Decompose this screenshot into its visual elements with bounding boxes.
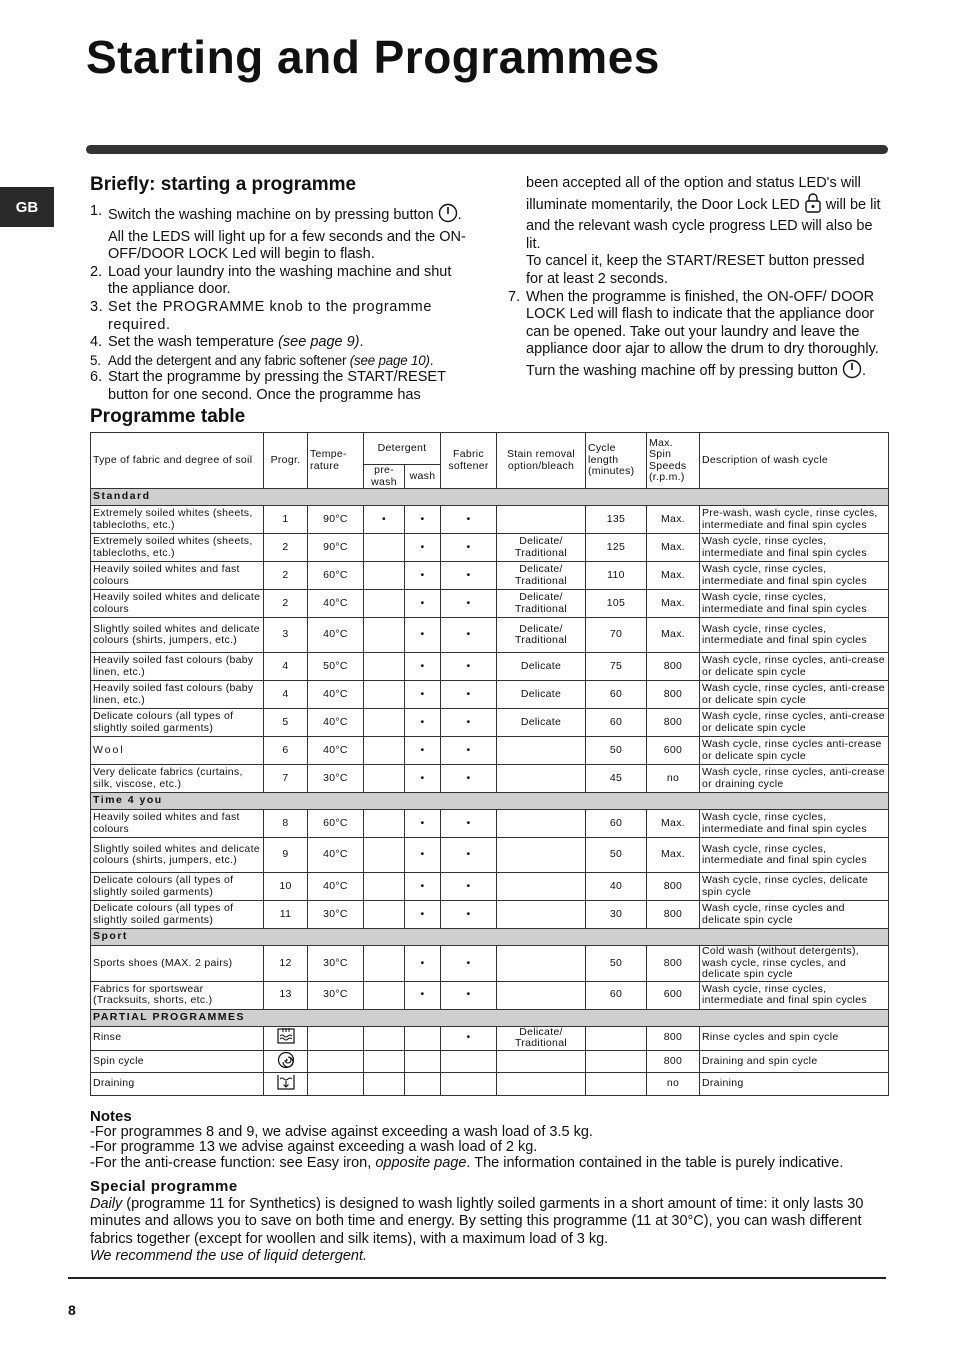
cell-fabric-softener: • — [441, 534, 497, 562]
cell-wash: • — [405, 810, 441, 838]
cell-fabric-softener: • — [441, 1026, 497, 1050]
cell-max-spin: 800 — [647, 653, 700, 681]
cell-max-spin: 800 — [647, 709, 700, 737]
cell-temperature: 40°C — [308, 838, 364, 873]
cell-stain-removal: Delicate/ Traditional — [497, 1026, 586, 1050]
header-stain-removal: Stain removal option/bleach — [497, 433, 586, 489]
cell-wash: • — [405, 653, 441, 681]
cell-temperature: 40°C — [308, 590, 364, 618]
cell-description: Draining and spin cycle — [700, 1050, 889, 1073]
section-title: Standard — [91, 489, 889, 506]
cell-max-spin: Max. — [647, 838, 700, 873]
header-max-spin: Max. Spin Speeds (r.p.m.) — [647, 433, 700, 489]
section-title: Sport — [91, 929, 889, 946]
header-prewash: pre- wash — [364, 465, 405, 489]
cell-fabric: Heavily soiled whites and fast colours — [91, 562, 264, 590]
page-title: Starting and Programmes — [86, 31, 660, 83]
cell-temperature: 30°C — [308, 946, 364, 982]
cell-stain-removal — [497, 1073, 586, 1096]
table-row — [91, 810, 889, 838]
step-6: 6. Start the programme by pressing the START/RESET button for one second. Once the programme has — [90, 369, 446, 403]
cell-fabric: Delicate colours (all types of slightly soiled garments) — [91, 709, 264, 737]
cell-prewash — [364, 946, 405, 982]
cell-stain-removal — [497, 901, 586, 929]
cell-progr: 11 — [264, 901, 308, 929]
table-row — [91, 838, 889, 873]
cancel-note: To cancel it, keep the START/RESET button pressed for at least 2 seconds. — [526, 253, 865, 287]
cell-description: Cold wash (without detergents), wash cycle, rinse cycles, and delicate spin cycle — [700, 946, 889, 982]
cell-stain-removal — [497, 838, 586, 873]
door-lock-icon — [804, 193, 822, 219]
cell-description: Wash cycle, rinse cycles, intermediate and final spin cycles — [700, 810, 889, 838]
cell-fabric-softener: • — [441, 901, 497, 929]
cell-description: Wash cycle, rinse cycles, intermediate and final spin cycles — [700, 590, 889, 618]
cell-temperature: 40°C — [308, 709, 364, 737]
briefly-column-1 — [90, 203, 466, 405]
cell-fabric-softener: • — [441, 590, 497, 618]
cell-progr: 9 — [264, 838, 308, 873]
cell-temperature: 40°C — [308, 681, 364, 709]
cell-wash: • — [405, 737, 441, 765]
note-2: -For programme 13 we advise against exceeding a wash load of 2 kg. — [90, 1139, 538, 1155]
note-1: -For programmes 8 and 9, we advise against exceeding a wash load of 3.5 kg. — [90, 1123, 593, 1140]
cell-fabric: Draining — [91, 1073, 264, 1096]
cell-stain-removal: Delicate — [497, 681, 586, 709]
cell-temperature: 30°C — [308, 765, 364, 793]
cell-max-spin: no — [647, 1073, 700, 1096]
cell-temperature: 90°C — [308, 506, 364, 534]
section-title: Time 4 you — [91, 793, 889, 810]
cell-fabric-softener: • — [441, 765, 497, 793]
table-row — [91, 590, 889, 618]
cell-prewash — [364, 1050, 405, 1073]
notes — [90, 1109, 890, 1171]
cell-wash: • — [405, 765, 441, 793]
cell-fabric-softener: • — [441, 838, 497, 873]
cell-max-spin: Max. — [647, 506, 700, 534]
cell-prewash — [364, 901, 405, 929]
language-tab: GB — [0, 187, 54, 227]
cell-progr: 4 — [264, 681, 308, 709]
table-row — [91, 901, 889, 929]
cell-fabric-softener: • — [441, 709, 497, 737]
section-title: PARTIAL PROGRAMMES — [91, 1009, 889, 1026]
cell-description: Wash cycle, rinse cycles, intermediate and final spin cycles — [700, 562, 889, 590]
cell-prewash — [364, 873, 405, 901]
cell-progr: 13 — [264, 981, 308, 1009]
cell-max-spin: Max. — [647, 810, 700, 838]
title-rule — [86, 145, 888, 154]
cell-max-spin: Max. — [647, 618, 700, 653]
cell-progr: 2 — [264, 590, 308, 618]
special-heading: Special programme — [90, 1178, 238, 1195]
cell-temperature: 60°C — [308, 810, 364, 838]
cell-wash: • — [405, 709, 441, 737]
table-row — [91, 618, 889, 653]
cell-max-spin: 600 — [647, 737, 700, 765]
cell-stain-removal — [497, 810, 586, 838]
special-programme — [90, 1178, 890, 1266]
cell-wash: • — [405, 506, 441, 534]
note-3: -For the anti-crease function: see Easy iron, opposite page. The information contained in the table is purely indicative. — [90, 1154, 844, 1171]
cell-progr: 2 — [264, 562, 308, 590]
cell-cycle-length: 40 — [586, 873, 647, 901]
rinse-icon — [276, 1027, 296, 1049]
cell-cycle-length — [586, 1073, 647, 1096]
cell-prewash — [364, 590, 405, 618]
cell-progr — [264, 1050, 308, 1073]
cell-description: Wash cycle, rinse cycles and delicate spin cycle — [700, 901, 889, 929]
cell-fabric: Heavily soiled whites and delicate colours — [91, 590, 264, 618]
cell-prewash — [364, 618, 405, 653]
cell-description: Rinse cycles and spin cycle — [700, 1026, 889, 1050]
cell-cycle-length: 60 — [586, 981, 647, 1009]
cell-prewash — [364, 838, 405, 873]
cell-cycle-length: 70 — [586, 618, 647, 653]
table-row — [91, 653, 889, 681]
cell-fabric-softener: • — [441, 681, 497, 709]
cell-wash: • — [405, 946, 441, 982]
cell-prewash — [364, 981, 405, 1009]
cell-fabric: Slightly soiled whites and delicate colours (shirts, jumpers, etc.) — [91, 838, 264, 873]
cell-temperature — [308, 1026, 364, 1050]
cell-wash: • — [405, 838, 441, 873]
drain-icon — [276, 1073, 296, 1095]
cell-stain-removal — [497, 737, 586, 765]
cell-temperature: 40°C — [308, 618, 364, 653]
cell-wash: • — [405, 981, 441, 1009]
cell-cycle-length: 60 — [586, 709, 647, 737]
table-row — [91, 1050, 889, 1073]
cell-fabric: Extremely soiled whites (sheets, tablecloths, etc.) — [91, 534, 264, 562]
special-recommendation: We recommend the use of liquid detergent. — [90, 1248, 368, 1264]
cell-progr — [264, 1026, 308, 1050]
cell-wash: • — [405, 873, 441, 901]
header-fabric-softener: Fabric softener — [441, 433, 497, 489]
cell-fabric: Slightly soiled whites and delicate colours (shirts, jumpers, etc.) — [91, 618, 264, 653]
cell-max-spin: 800 — [647, 1050, 700, 1073]
special-text: Daily (programme 11 for Synthetics) is designed to wash lightly soiled garments in a short amount of time: it only lasts 30 minutes and allows you to save on both time and energy. By setting this programme (11 at 30°C), you can wash different fabrics together (except for woollen and silk items), with a maximum load of 3 kg. — [90, 1195, 864, 1247]
cell-stain-removal — [497, 981, 586, 1009]
cell-cycle-length: 75 — [586, 653, 647, 681]
cell-max-spin: 800 — [647, 873, 700, 901]
cell-cycle-length: 30 — [586, 901, 647, 929]
table-row — [91, 1073, 889, 1096]
cell-cycle-length: 50 — [586, 946, 647, 982]
cell-description: Draining — [700, 1073, 889, 1096]
spin-icon — [277, 1051, 295, 1073]
cell-description: Wash cycle, rinse cycles, intermediate and final spin cycles — [700, 838, 889, 873]
cell-temperature — [308, 1050, 364, 1073]
cell-temperature: 30°C — [308, 901, 364, 929]
cell-stain-removal: Delicate — [497, 653, 586, 681]
cell-description: Wash cycle, rinse cycles, anti-crease or delicate spin cycle — [700, 653, 889, 681]
cell-wash — [405, 1073, 441, 1096]
cell-prewash — [364, 1073, 405, 1096]
cell-prewash — [364, 653, 405, 681]
cell-description: Pre-wash, wash cycle, rinse cycles, intermediate and final spin cycles — [700, 506, 889, 534]
step-7: 7. When the programme is finished, the ON-OFF/ DOOR LOCK Led will flash to indicate that the appliance door can be opened. Take out your laundry and leave the appliance door ajar to allow the drum to dry thoroughly. Turn the washing machine off by pressing button . — [508, 289, 884, 385]
cell-stain-removal: Delicate/ Traditional — [497, 562, 586, 590]
step-2: 2. Load your laundry into the washing machine and shut the appliance door. — [90, 263, 452, 298]
header-description: Description of wash cycle — [700, 433, 889, 489]
cell-prewash — [364, 681, 405, 709]
table-row — [91, 681, 889, 709]
cell-temperature: 50°C — [308, 653, 364, 681]
table-row — [91, 873, 889, 901]
cell-fabric-softener: • — [441, 810, 497, 838]
cell-fabric: Very delicate fabrics (curtains, silk, viscose, etc.) — [91, 765, 264, 793]
cell-fabric-softener: • — [441, 653, 497, 681]
cell-prewash — [364, 709, 405, 737]
cell-max-spin: Max. — [647, 590, 700, 618]
cell-max-spin: 800 — [647, 901, 700, 929]
cell-fabric: Fabrics for sportswear (Tracksuits, shorts, etc.) — [91, 981, 264, 1009]
cell-progr: 4 — [264, 653, 308, 681]
table-row — [91, 946, 889, 982]
cell-cycle-length: 110 — [586, 562, 647, 590]
cell-stain-removal: Delicate/ Traditional — [497, 534, 586, 562]
cell-progr: 3 — [264, 618, 308, 653]
cell-stain-removal — [497, 506, 586, 534]
cell-fabric: Delicate colours (all types of slightly soiled garments) — [91, 873, 264, 901]
cell-cycle-length: 125 — [586, 534, 647, 562]
section-row — [91, 489, 889, 506]
cell-progr — [264, 1073, 308, 1096]
cell-cycle-length: 60 — [586, 810, 647, 838]
cell-cycle-length — [586, 1026, 647, 1050]
cell-max-spin: 800 — [647, 681, 700, 709]
cell-fabric-softener: • — [441, 618, 497, 653]
cell-stain-removal: Delicate/ Traditional — [497, 590, 586, 618]
cell-fabric-softener: • — [441, 562, 497, 590]
cell-stain-removal — [497, 873, 586, 901]
cell-temperature: 40°C — [308, 873, 364, 901]
cell-max-spin: 800 — [647, 1026, 700, 1050]
cell-fabric: Wool — [91, 737, 264, 765]
cell-wash — [405, 1026, 441, 1050]
footer-rule — [68, 1277, 886, 1279]
cell-fabric-softener: • — [441, 981, 497, 1009]
briefly-heading: Briefly: starting a programme — [90, 174, 357, 195]
cell-description: Wash cycle, rinse cycles, intermediate and final spin cycles — [700, 534, 889, 562]
table-row — [91, 765, 889, 793]
table-row — [91, 709, 889, 737]
step-5: 5. Add the detergent and any fabric softener (see page 10). — [90, 352, 434, 368]
header-detergent: Detergent — [364, 433, 441, 465]
cell-stain-removal — [497, 765, 586, 793]
cell-prewash: • — [364, 506, 405, 534]
cell-fabric: Spin cycle — [91, 1050, 264, 1073]
cell-description: Wash cycle, rinse cycles anti-crease or delicate spin cycle — [700, 737, 889, 765]
cell-fabric-softener: • — [441, 946, 497, 982]
cell-stain-removal: Delicate — [497, 709, 586, 737]
table-row — [91, 562, 889, 590]
cell-prewash — [364, 1026, 405, 1050]
cell-progr: 6 — [264, 737, 308, 765]
cell-cycle-length: 50 — [586, 737, 647, 765]
cell-wash: • — [405, 562, 441, 590]
cell-cycle-length: 45 — [586, 765, 647, 793]
cell-prewash — [364, 737, 405, 765]
cell-fabric-softener — [441, 1050, 497, 1073]
table-row — [91, 981, 889, 1009]
table-row — [91, 534, 889, 562]
step-1: 1. Switch the washing machine on by pressing button . All the LEDS will light up for a few seconds and the ON-OFF/DOOR LOCK Led will begin to flash. — [90, 203, 466, 263]
table-row — [91, 1026, 889, 1050]
cell-fabric: Heavily soiled fast colours (baby linen, etc.) — [91, 681, 264, 709]
cell-progr: 12 — [264, 946, 308, 982]
cell-max-spin: Max. — [647, 562, 700, 590]
cell-description: Wash cycle, rinse cycles, anti-crease or delicate spin cycle — [700, 709, 889, 737]
cell-temperature: 30°C — [308, 981, 364, 1009]
programme-table-body — [91, 489, 889, 1096]
cell-max-spin: no — [647, 765, 700, 793]
cell-wash: • — [405, 901, 441, 929]
cell-prewash — [364, 765, 405, 793]
header-temperature: Tempe- rature — [308, 433, 364, 489]
cell-stain-removal — [497, 946, 586, 982]
header-wash: wash — [405, 465, 441, 489]
step-4: 4. Set the wash temperature (see page 9). — [90, 334, 364, 351]
cell-prewash — [364, 534, 405, 562]
cell-prewash — [364, 562, 405, 590]
step-6-continued: been accepted all of the option and status LED's will illuminate momentarily, the Door Lock LED will be lit and the relevant wash cycle progress LED will also be lit. To cancel it, keep the START/RESET button pressed for at least 2 seconds. — [508, 175, 884, 289]
section-row — [91, 1009, 889, 1026]
cell-stain-removal: Delicate/ Traditional — [497, 618, 586, 653]
cell-fabric: Heavily soiled whites and fast colours — [91, 810, 264, 838]
cell-temperature — [308, 1073, 364, 1096]
cell-progr: 7 — [264, 765, 308, 793]
cell-fabric: Heavily soiled fast colours (baby linen, etc.) — [91, 653, 264, 681]
cell-temperature: 90°C — [308, 534, 364, 562]
cell-cycle-length — [586, 1050, 647, 1073]
cell-description: Wash cycle, rinse cycles, anti-crease or delicate spin cycle — [700, 681, 889, 709]
cell-fabric-softener: • — [441, 506, 497, 534]
cell-description: Wash cycle, rinse cycles, intermediate and final spin cycles — [700, 981, 889, 1009]
steps-list-continued — [508, 289, 884, 385]
section-row — [91, 929, 889, 946]
header-progr: Progr. — [264, 433, 308, 489]
cell-progr: 5 — [264, 709, 308, 737]
programme-table-heading: Programme table — [90, 406, 246, 427]
steps-list — [90, 203, 466, 405]
cell-temperature: 40°C — [308, 737, 364, 765]
cell-cycle-length: 50 — [586, 838, 647, 873]
cell-progr: 1 — [264, 506, 308, 534]
cell-fabric: Extremely soiled whites (sheets, tablecloths, etc.) — [91, 506, 264, 534]
cell-cycle-length: 105 — [586, 590, 647, 618]
cell-wash: • — [405, 590, 441, 618]
cell-wash: • — [405, 534, 441, 562]
table-row — [91, 506, 889, 534]
cell-fabric-softener: • — [441, 873, 497, 901]
notes-heading: Notes — [90, 1108, 132, 1125]
cell-description: Wash cycle, rinse cycles, delicate spin cycle — [700, 873, 889, 901]
page-number: 8 — [68, 1302, 76, 1318]
cell-prewash — [364, 810, 405, 838]
table-row — [91, 737, 889, 765]
header-fabric: Type of fabric and degree of soil — [91, 433, 264, 489]
power-button-icon — [842, 359, 862, 385]
header-cycle-length: Cycle length (minutes) — [586, 433, 647, 489]
cell-fabric-softener: • — [441, 737, 497, 765]
section-row — [91, 793, 889, 810]
cell-progr: 10 — [264, 873, 308, 901]
cell-fabric: Rinse — [91, 1026, 264, 1050]
cell-wash: • — [405, 618, 441, 653]
cell-description: Wash cycle, rinse cycles, anti-crease or draining cycle — [700, 765, 889, 793]
cell-fabric: Sports shoes (MAX. 2 pairs) — [91, 946, 264, 982]
cell-max-spin: 800 — [647, 946, 700, 982]
programme-table — [90, 432, 889, 1096]
cell-wash — [405, 1050, 441, 1073]
cell-progr: 2 — [264, 534, 308, 562]
cell-fabric: Delicate colours (all types of slightly soiled garments) — [91, 901, 264, 929]
cell-temperature: 60°C — [308, 562, 364, 590]
cell-progr: 8 — [264, 810, 308, 838]
cell-max-spin: 600 — [647, 981, 700, 1009]
cell-description: Wash cycle, rinse cycles, intermediate and final spin cycles — [700, 618, 889, 653]
power-button-icon — [438, 203, 458, 229]
briefly-column-2 — [508, 175, 884, 385]
cell-max-spin: Max. — [647, 534, 700, 562]
cell-cycle-length: 135 — [586, 506, 647, 534]
cell-fabric-softener — [441, 1073, 497, 1096]
step-3: 3. Set the PROGRAMME knob to the programme required. — [90, 298, 432, 333]
cell-wash: • — [405, 681, 441, 709]
cell-cycle-length: 60 — [586, 681, 647, 709]
cell-stain-removal — [497, 1050, 586, 1073]
